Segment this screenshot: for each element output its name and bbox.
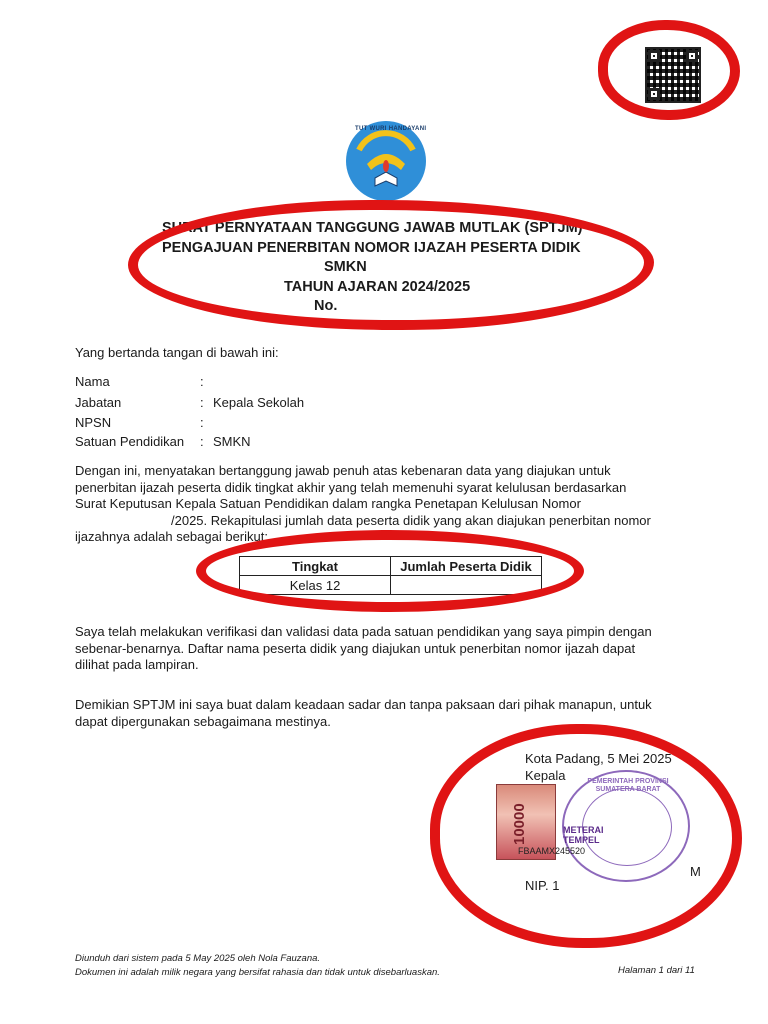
field-colon: : [200, 415, 204, 430]
field-label: Jabatan [75, 395, 122, 410]
paragraph-line: Dengan ini, menyatakan bertanggung jawab penuh atas kebenaran data yang diajukan untuk [75, 463, 611, 478]
title-line: TAHUN AJARAN 2024/2025 [284, 278, 471, 295]
paragraph-line: ijazahnya adalah sebagai berikut: [75, 529, 268, 544]
paragraph-line: penerbitan ijazah peserta didik tingkat akhir yang telah memenuhi syarat kelulusan berdasarkan [75, 479, 627, 495]
title-line: SURAT PERNYATAAN TANGGUNG JAWAB MUTLAK (SPTJM) [162, 220, 583, 236]
field-label: Nama [75, 374, 110, 389]
paragraph-verification [75, 624, 700, 674]
field-colon: : [200, 434, 204, 449]
field-value: Kepala Sekolah [213, 395, 305, 410]
tut-wuri-handayani-logo [345, 120, 427, 202]
paragraph-line: dilihat pada lampiran. [75, 657, 199, 672]
paragraph-line: dapat dipergunakan sebagaimana mestinya. [75, 713, 331, 729]
paragraph-line: Demikian SPTJM ini saya buat dalam keadaan sadar dan tanpa paksaan dari pihak manapun, untuk [75, 697, 652, 712]
paragraph-line: sebenar-benarnya. Daftar nama peserta didik yang diajukan untuk penerbitan nomor ijazah dapat [75, 640, 636, 656]
footer-confidential-note: Dokumen ini adalah milik negara yang bersifat rahasia dan tidak untuk disebarluaskan. [75, 967, 440, 978]
signature-role: Kepala [525, 768, 566, 783]
footer-page-number: Halaman 1 dari 11 [618, 965, 695, 976]
meterai-code: FBAAMX245520 [518, 846, 586, 856]
annotation-circle-qr [598, 20, 740, 120]
annotation-circle-signature [430, 724, 742, 948]
field-colon: : [200, 395, 204, 410]
stamp-text: PEMERINTAH PROVINSI SUMATERA BARAT [587, 778, 669, 793]
field-label: NPSN [75, 415, 112, 430]
signature-nip: NIP. 1 [525, 878, 560, 893]
field-value: SMKN [213, 434, 251, 449]
annotation-circle-title [128, 200, 654, 330]
title-line: No. [314, 298, 338, 314]
table-header: Tingkat [240, 557, 391, 576]
paragraph-line: Surat Keputusan Kepala Satuan Pendidikan dalam rangka Penetapan Kelulusan Nomor [75, 496, 581, 511]
annotation-circle-table [196, 530, 584, 612]
meterai-label: METERAI TEMPEL [563, 825, 604, 845]
signature-name-suffix: M [690, 864, 701, 879]
field-label: Satuan Pendidikan [75, 434, 185, 449]
footer-download-note: Diunduh dari sistem pada 5 May 2025 oleh Nola Fauzana. [75, 953, 321, 964]
table-cell: Kelas 12 [240, 576, 391, 595]
field-colon: : [200, 374, 204, 389]
meterai-value: 10000 [511, 803, 528, 845]
table-header: Jumlah Peserta Didik [391, 557, 542, 576]
title-line: SMKN [324, 259, 367, 275]
logo-text: TUT WURI HANDAYANI [355, 126, 427, 132]
paragraph-line: /2025. Rekapitulasi jumlah data peserta didik yang akan diajukan penerbitan nomor [171, 512, 651, 528]
title-line: PENGAJUAN PENERBITAN NOMOR IJAZAH PESERTA DIDIK [162, 239, 581, 256]
paragraph-line: Saya telah melakukan verifikasi dan validasi data pada satuan pendidikan yang saya pimpin dengan [75, 624, 652, 639]
intro-text: Yang bertanda tangan di bawah ini: [75, 345, 279, 360]
signature-place-date: Kota Padang, 5 Mei 2025 [525, 751, 672, 766]
